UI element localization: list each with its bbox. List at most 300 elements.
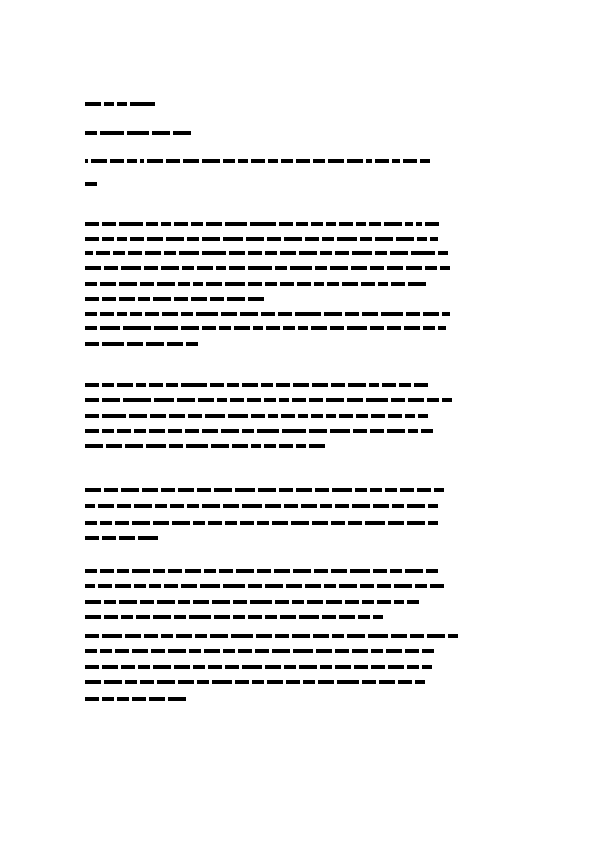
word-mark: [360, 584, 374, 588]
word-mark: [313, 634, 329, 638]
word-mark: [326, 600, 342, 604]
word-mark: [257, 429, 279, 433]
word-mark: [117, 237, 127, 241]
word-mark: [248, 297, 264, 301]
word-mark: [279, 222, 293, 226]
word-mark: [153, 569, 165, 573]
word-mark: [85, 326, 97, 330]
word-mark: [369, 383, 379, 387]
word-mark: [240, 312, 258, 316]
word-mark: [265, 615, 277, 619]
text-line: [85, 568, 438, 573]
word-mark: [242, 383, 258, 387]
word-mark: [104, 680, 122, 684]
word-mark: [315, 266, 327, 270]
text-line: [85, 520, 438, 525]
word-mark: [191, 297, 207, 301]
word-mark: [425, 222, 439, 226]
word-mark: [425, 266, 437, 270]
word-mark: [85, 131, 97, 135]
word-mark: [251, 444, 261, 448]
word-mark: [312, 521, 328, 525]
word-mark: [330, 326, 344, 330]
word-mark: [173, 131, 191, 135]
word-mark: [390, 251, 408, 255]
word-mark: [322, 615, 336, 619]
word-mark: [211, 444, 229, 448]
word-mark: [335, 665, 351, 669]
word-mark: [96, 251, 110, 255]
word-mark: [238, 649, 252, 653]
word-mark: [151, 649, 165, 653]
word-mark: [284, 237, 302, 241]
word-mark: [415, 680, 425, 684]
word-mark: [448, 634, 458, 638]
word-mark: [193, 600, 209, 604]
word-mark: [147, 159, 163, 163]
word-mark: [312, 383, 328, 387]
word-mark: [121, 615, 133, 619]
word-mark: [193, 665, 205, 669]
word-mark: [223, 237, 243, 241]
word-mark: [422, 649, 434, 653]
word-mark: [231, 634, 253, 638]
word-mark: [309, 444, 325, 448]
text-line: [85, 679, 425, 684]
word-mark: [322, 237, 334, 241]
word-mark: [168, 649, 186, 653]
word-mark: [115, 649, 129, 653]
word-mark: [331, 383, 345, 387]
word-mark: [106, 444, 122, 448]
word-mark: [85, 600, 101, 604]
word-mark: [251, 159, 265, 163]
word-mark: [214, 615, 230, 619]
word-mark: [407, 665, 419, 669]
word-mark: [408, 429, 418, 433]
word-mark: [189, 649, 201, 653]
word-mark: [128, 251, 142, 255]
word-mark: [130, 102, 155, 106]
word-mark: [326, 414, 336, 418]
word-mark: [296, 488, 312, 492]
word-mark: [145, 312, 159, 316]
text-line: [85, 250, 448, 255]
word-mark: [405, 649, 419, 653]
text-line: [85, 181, 97, 186]
word-mark: [248, 584, 262, 588]
word-mark: [303, 680, 315, 684]
word-mark: [405, 414, 415, 418]
word-mark: [85, 665, 99, 669]
word-mark: [356, 414, 368, 418]
word-mark: [292, 398, 306, 402]
word-mark: [248, 266, 272, 270]
word-mark: [117, 312, 127, 316]
word-mark: [85, 297, 99, 301]
word-mark: [388, 414, 402, 418]
text-line: [85, 633, 458, 638]
word-mark: [178, 600, 190, 604]
word-mark: [382, 383, 396, 387]
word-mark: [362, 312, 378, 316]
word-mark: [206, 222, 222, 226]
word-mark: [104, 488, 118, 492]
word-mark: [132, 649, 148, 653]
word-mark: [387, 266, 403, 270]
word-mark: [225, 521, 237, 525]
text-line: [85, 397, 452, 402]
word-mark: [398, 680, 412, 684]
word-mark: [149, 584, 161, 588]
text-line: [85, 101, 155, 106]
word-mark: [422, 665, 432, 669]
word-mark: [252, 680, 264, 684]
word-mark: [144, 634, 158, 638]
word-mark: [394, 600, 404, 604]
word-mark: [442, 398, 452, 402]
word-mark: [123, 326, 151, 330]
word-mark: [121, 665, 135, 669]
word-mark: [85, 615, 101, 619]
word-mark: [348, 383, 366, 387]
word-mark: [354, 665, 368, 669]
word-mark: [123, 398, 151, 402]
text-line: [85, 535, 158, 540]
word-mark: [153, 521, 169, 525]
word-mark: [361, 282, 375, 286]
word-mark: [233, 600, 247, 604]
word-mark: [337, 237, 357, 241]
word-mark: [272, 521, 288, 525]
word-mark: [229, 251, 245, 255]
word-mark: [328, 159, 344, 163]
word-mark: [205, 414, 225, 418]
word-mark: [360, 237, 372, 241]
word-mark: [227, 297, 245, 301]
word-mark: [234, 326, 250, 330]
text-line: [85, 236, 438, 241]
word-mark: [375, 159, 389, 163]
word-mark: [368, 634, 388, 638]
word-mark: [85, 569, 97, 573]
word-mark: [168, 569, 182, 573]
text-line: [85, 664, 432, 669]
word-mark: [145, 251, 161, 255]
text-line: [85, 428, 433, 433]
word-mark: [392, 504, 404, 508]
word-mark: [428, 521, 438, 525]
word-mark: [186, 342, 198, 346]
word-mark: [85, 222, 99, 226]
word-mark: [85, 444, 103, 448]
word-mark: [284, 665, 296, 669]
word-mark: [405, 569, 423, 573]
word-mark: [337, 680, 359, 684]
word-mark: [225, 665, 239, 669]
word-mark: [85, 237, 99, 241]
word-mark: [169, 444, 183, 448]
word-mark: [332, 488, 352, 492]
word-mark: [230, 398, 244, 402]
text-line: [85, 487, 444, 492]
word-mark: [100, 649, 112, 653]
word-mark: [342, 282, 358, 286]
word-mark: [275, 600, 289, 604]
word-mark: [154, 398, 174, 402]
word-mark: [348, 521, 362, 525]
word-mark: [85, 342, 99, 346]
word-mark: [174, 222, 188, 226]
word-mark: [427, 634, 445, 638]
word-mark: [279, 398, 289, 402]
word-mark: [392, 159, 400, 163]
word-mark: [352, 251, 372, 255]
word-mark: [232, 444, 248, 448]
word-mark: [434, 488, 444, 492]
word-mark: [162, 312, 178, 316]
word-mark: [85, 584, 95, 588]
word-mark: [390, 569, 402, 573]
text-line: [85, 158, 430, 163]
word-mark: [279, 444, 293, 448]
word-mark: [197, 488, 211, 492]
word-mark: [403, 159, 417, 163]
word-mark: [221, 312, 237, 316]
word-mark: [320, 251, 332, 255]
word-mark: [225, 222, 247, 226]
word-mark: [414, 383, 428, 387]
word-mark: [149, 429, 165, 433]
word-mark: [305, 584, 321, 588]
word-mark: [280, 251, 296, 255]
word-mark: [98, 584, 112, 588]
word-mark: [100, 282, 116, 286]
word-mark: [385, 488, 397, 492]
word-mark: [320, 665, 332, 669]
word-mark: [195, 634, 207, 638]
word-mark: [100, 131, 124, 135]
word-mark: [161, 266, 179, 270]
word-mark: [362, 680, 376, 684]
word-mark: [423, 312, 439, 316]
word-mark: [85, 159, 88, 163]
word-mark: [256, 634, 272, 638]
word-mark: [296, 222, 308, 226]
word-mark: [138, 297, 150, 301]
word-mark: [85, 398, 99, 402]
word-mark: [227, 383, 239, 387]
word-mark: [375, 237, 393, 241]
word-mark: [268, 414, 278, 418]
word-mark: [150, 414, 166, 418]
word-mark: [379, 680, 395, 684]
word-mark: [102, 383, 114, 387]
word-mark: [299, 615, 319, 619]
word-mark: [279, 488, 293, 492]
word-mark: [149, 697, 165, 701]
word-mark: [174, 615, 186, 619]
word-mark: [130, 312, 142, 316]
word-mark: [132, 521, 150, 525]
word-mark: [242, 665, 262, 669]
word-mark: [102, 429, 114, 433]
word-mark: [265, 251, 277, 255]
word-mark: [100, 569, 114, 573]
word-mark: [309, 429, 327, 433]
word-mark: [210, 297, 224, 301]
word-mark: [408, 398, 424, 402]
word-mark: [326, 222, 336, 226]
word-mark: [85, 504, 95, 508]
word-mark: [152, 131, 170, 135]
text-line: [85, 583, 444, 588]
word-mark: [166, 237, 184, 241]
text-line: [85, 311, 450, 316]
word-mark: [104, 102, 114, 106]
word-mark: [202, 429, 218, 433]
word-mark: [369, 222, 381, 226]
word-mark: [102, 398, 120, 402]
word-mark: [136, 383, 146, 387]
word-mark: [212, 600, 230, 604]
word-mark: [366, 398, 388, 402]
word-mark: [236, 569, 254, 573]
word-mark: [255, 649, 269, 653]
word-mark: [365, 521, 385, 525]
word-mark: [202, 159, 220, 163]
word-mark: [104, 266, 118, 270]
word-mark: [121, 488, 139, 492]
word-mark: [430, 584, 444, 588]
word-mark: [331, 569, 347, 573]
word-mark: [438, 251, 448, 255]
word-mark: [275, 634, 289, 638]
word-mark: [404, 326, 420, 330]
word-mark: [362, 600, 374, 604]
word-mark: [242, 429, 254, 433]
word-mark: [119, 536, 135, 540]
word-mark: [102, 634, 122, 638]
text-line: [85, 599, 419, 604]
word-mark: [296, 444, 306, 448]
word-mark: [442, 312, 450, 316]
word-mark: [147, 237, 163, 241]
word-mark: [200, 584, 220, 588]
word-mark: [378, 282, 388, 286]
word-mark: [125, 444, 143, 448]
word-mark: [178, 680, 194, 684]
word-mark: [324, 312, 342, 316]
word-mark: [301, 504, 317, 508]
word-mark: [384, 222, 402, 226]
word-mark: [202, 326, 216, 330]
word-mark: [166, 159, 180, 163]
word-mark: [320, 504, 332, 508]
word-mark: [352, 649, 368, 653]
word-mark: [115, 521, 129, 525]
word-mark: [370, 266, 384, 270]
word-mark: [204, 569, 216, 573]
word-mark: [355, 488, 367, 492]
word-mark: [85, 182, 97, 186]
word-mark: [371, 649, 383, 653]
word-mark: [117, 504, 131, 508]
word-mark: [248, 251, 262, 255]
word-mark: [440, 266, 450, 270]
word-mark: [157, 600, 175, 604]
word-mark: [146, 222, 158, 226]
word-mark: [102, 414, 126, 418]
word-mark: [242, 504, 262, 508]
word-mark: [85, 383, 99, 387]
word-mark: [169, 414, 185, 418]
word-mark: [420, 159, 430, 163]
word-mark: [223, 649, 235, 653]
word-mark: [339, 584, 357, 588]
word-mark: [229, 266, 245, 270]
word-mark: [202, 237, 220, 241]
word-mark: [261, 312, 275, 316]
word-mark: [281, 414, 295, 418]
word-mark: [208, 665, 222, 669]
word-mark: [140, 282, 154, 286]
word-mark: [347, 326, 367, 330]
word-mark: [264, 398, 276, 402]
word-mark: [261, 383, 273, 387]
word-mark: [405, 222, 413, 226]
word-mark: [100, 521, 112, 525]
word-mark: [305, 237, 319, 241]
word-mark: [115, 584, 131, 588]
word-mark: [146, 444, 166, 448]
word-mark: [85, 251, 93, 255]
word-mark: [149, 383, 163, 387]
word-mark: [278, 312, 292, 316]
word-mark: [347, 398, 363, 402]
word-mark: [275, 266, 287, 270]
word-mark: [181, 326, 199, 330]
word-mark: [157, 680, 175, 684]
word-mark: [161, 634, 173, 638]
word-mark: [168, 429, 182, 433]
word-mark: [119, 297, 135, 301]
word-mark: [223, 504, 239, 508]
word-mark: [136, 615, 150, 619]
text-line: [85, 648, 434, 653]
word-mark: [286, 680, 300, 684]
word-mark: [411, 251, 435, 255]
word-mark: [311, 326, 327, 330]
word-mark: [268, 159, 278, 163]
word-mark: [154, 326, 178, 330]
word-mark: [85, 429, 99, 433]
word-mark: [138, 665, 150, 669]
word-mark: [140, 159, 144, 163]
word-mark: [375, 251, 387, 255]
word-mark: [265, 665, 281, 669]
word-mark: [381, 312, 403, 316]
word-mark: [117, 697, 129, 701]
word-mark: [134, 584, 146, 588]
word-mark: [161, 488, 175, 492]
word-mark: [176, 634, 192, 638]
word-mark: [311, 222, 323, 226]
word-mark: [309, 398, 323, 402]
word-mark: [265, 504, 281, 508]
word-mark: [164, 251, 176, 255]
word-mark: [331, 521, 345, 525]
